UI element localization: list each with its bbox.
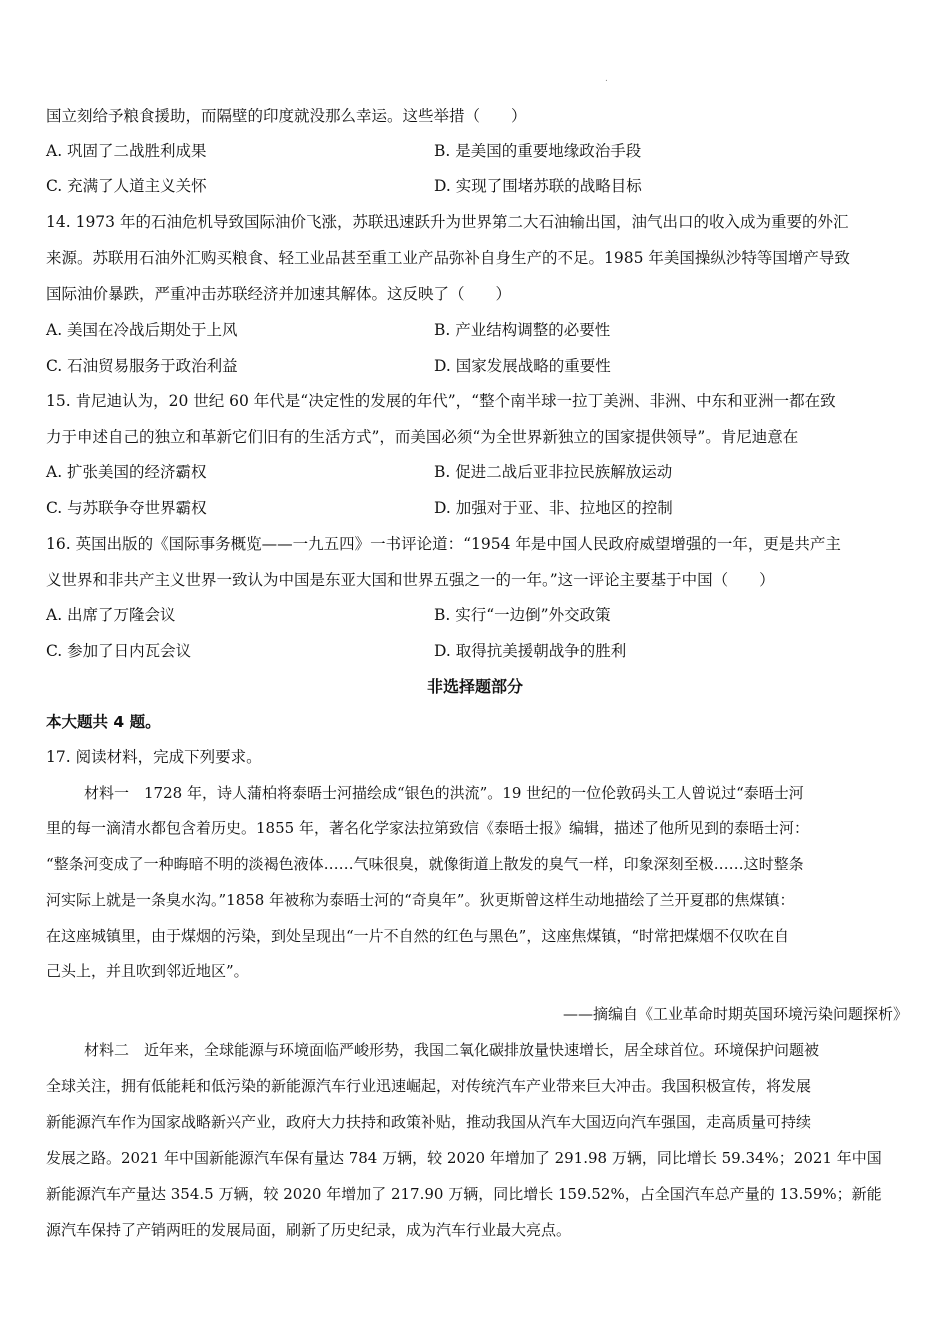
q17-material1-line-1: 材料一 1728 年，诗人蒲柏将泰晤士河描绘成“银色的洪流”。19 世纪的一位伦敦码头工人曾说过“泰晤士河 xyxy=(84,784,804,802)
q17-material2-line-1: 材料二 近年来，全球能源与环境面临严峻形势，我国二氧化碳排放量快速增长，居全球首位。环境保护问题被 xyxy=(84,1041,820,1059)
q17-material1-line-5: 在这座城镇里，由于煤烟的污染，到处呈现出“一片不自然的红色与黑色”，这座焦煤镇，“时常把煤烟不仅吹在自 xyxy=(46,927,790,945)
q16-option-a: A. 出席了万隆会议 xyxy=(46,606,176,624)
q13-option-a: A. 巩固了二战胜利成果 xyxy=(46,142,207,160)
section-subtitle: 本大题共 4 题。 xyxy=(46,713,161,731)
q13-option-b: B. 是美国的重要地缘政治手段 xyxy=(434,142,642,160)
q17-material2-line-4: 发展之路。2021 年中国新能源汽车保有量达 784 万辆，较 2020 年增加了 291.98 万辆，同比增长 59.34%；2021 年中国 xyxy=(46,1149,882,1167)
q17-material1-source: ——摘编自《工业革命时期英国环境污染问题探析》 xyxy=(562,1005,908,1023)
q15-stem-line-1: 15. 肯尼迪认为，20 世纪 60 年代是“决定性的发展的年代”，“整个南半球一拉丁美洲、非洲、中东和亚洲一都在致 xyxy=(46,392,836,410)
q13-option-c: C. 充满了人道主义关怀 xyxy=(46,177,207,195)
q16-option-d: D. 取得抗美援朝战争的胜利 xyxy=(434,642,627,660)
section-title: 非选择题部分 xyxy=(426,677,523,696)
q16-option-b: B. 实行“一边倒”外交政策 xyxy=(434,606,611,624)
q15-option-b: B. 促进二战后亚非拉民族解放运动 xyxy=(434,463,673,481)
q15-option-a: A. 扩张美国的经济霸权 xyxy=(46,463,207,481)
q14-option-a: A. 美国在冷战后期处于上风 xyxy=(46,321,238,339)
q14-stem-line-1: 14. 1973 年的石油危机导致国际油价飞涨，苏联迅速跃升为世界第二大石油输出国，油气出口的收入成为重要的外汇 xyxy=(46,213,849,231)
q17-material2-line-5: 新能源汽车产量达 354.5 万辆，较 2020 年增加了 217.90 万辆，同比增长 159.52%，占全国汽车总产量的 13.59%；新能 xyxy=(46,1185,882,1203)
q14-option-b: B. 产业结构调整的必要性 xyxy=(434,321,611,339)
q17-prompt: 17. 阅读材料，完成下列要求。 xyxy=(46,748,262,766)
q13-option-d: D. 实现了围堵苏联的战略目标 xyxy=(434,177,642,195)
q15-option-c: C. 与苏联争夺世界霸权 xyxy=(46,499,207,517)
q17-material2-line-3: 新能源汽车作为国家战略新兴产业，政府大力扶持和政策补贴，推动我国从汽车大国迈向汽车强国，走高质量可持续 xyxy=(46,1113,812,1131)
page-marker-dot: . xyxy=(605,74,608,84)
q15-stem-line-2: 力于申述自己的独立和革新它们旧有的生活方式”，而美国必须“为全世界新独立的国家提供领导”。肯尼迪意在 xyxy=(46,428,799,446)
q14-option-c: C. 石油贸易服务于政治利益 xyxy=(46,357,238,375)
q16-stem-line-1: 16. 英国出版的《国际事务概览——一九五四》一书评论道：“1954 年是中国人民政府威望增强的一年，更是共产主 xyxy=(46,535,841,553)
q17-material2-line-2: 全球关注，拥有低能耗和低污染的新能源汽车行业迅速崛起，对传统汽车产业带来巨大冲击。我国积极宣传，将发展 xyxy=(46,1077,812,1095)
q14-stem-line-3: 国际油价暴跌，严重冲击苏联经济并加速其解体。这反映了（ ） xyxy=(46,285,512,303)
q17-material1-line-4: 河实际上就是一条臭水沟。”1858 年被称为泰晤士河的“奇臭年”。狄更斯曾这样生动地描绘了兰开夏郡的焦煤镇： xyxy=(46,891,795,909)
q16-stem-line-2: 义世界和非共产主义世界一致认为中国是东亚大国和世界五强之一的一年。”这一评论主要基于中国（ ） xyxy=(46,571,775,589)
q15-option-d: D. 加强对于亚、非、拉地区的控制 xyxy=(434,499,673,517)
q14-stem-line-2: 来源。苏联用石油外汇购买粮食、轻工业品甚至重工业产品弥补自身生产的不足。1985 年美国操纵沙特等国增产导致 xyxy=(46,249,850,267)
q16-option-c: C. 参加了日内瓦会议 xyxy=(46,642,192,660)
q13-stem-tail: 国立刻给予粮食援助，而隔壁的印度就没那么幸运。这些举措（ ） xyxy=(46,107,527,125)
q17-material1-line-3: “整条河变成了一种晦暗不明的淡褐色液体……气味很臭，就像街道上散发的臭气一样，印象深刻至极……这时整条 xyxy=(46,855,804,873)
q17-material1-line-2: 里的每一滴清水都包含着历史。1855 年，著名化学家法拉第致信《泰晤士报》编辑，描述了他所见到的泰晤士河： xyxy=(46,819,809,837)
q17-material1-line-6: 己头上，并且吹到邻近地区”。 xyxy=(46,962,249,980)
q17-material2-line-6: 源汽车保持了产销两旺的发展局面，刷新了历史纪录，成为汽车行业最大亮点。 xyxy=(46,1221,572,1239)
q14-option-d: D. 国家发展战略的重要性 xyxy=(434,357,611,375)
